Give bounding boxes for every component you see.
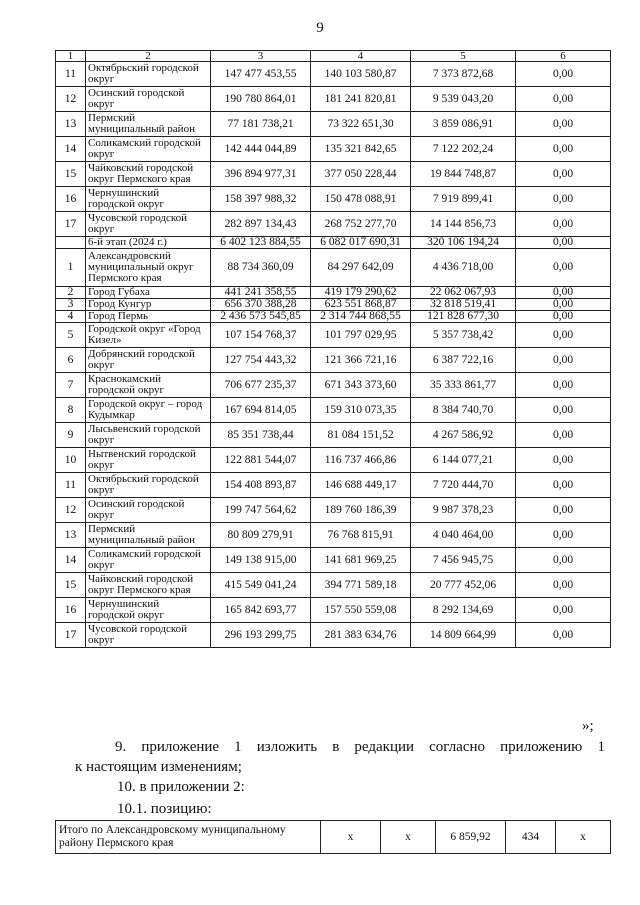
amount-cell: 0,00 xyxy=(516,423,611,448)
amount-cell: 8 384 740,70 xyxy=(411,398,516,423)
row-number-cell: 8 xyxy=(56,398,86,423)
table-row xyxy=(56,398,611,423)
table-row xyxy=(56,423,611,448)
amount-cell: 0,00 xyxy=(516,498,611,523)
row-number-cell: 14 xyxy=(56,548,86,573)
paragraph-9-line-1: 9. приложение 1 изложить в редакции согласно приложению 1 xyxy=(115,739,605,755)
table-row xyxy=(56,323,611,348)
municipality-name-cell: Нытвенский городской округ xyxy=(86,448,211,473)
header-cell: 6 xyxy=(516,51,611,62)
amount-cell: 4 040 464,00 xyxy=(411,523,516,548)
row-number-cell: 13 xyxy=(56,523,86,548)
municipality-name-cell: Соликамский городской округ xyxy=(86,548,211,573)
amount-cell: 281 383 634,76 xyxy=(311,623,411,648)
amount-cell: 0,00 xyxy=(516,523,611,548)
amount-cell: 0,00 xyxy=(516,112,611,137)
amount-cell: 154 408 893,87 xyxy=(211,473,311,498)
amount-cell: 5 357 738,42 xyxy=(411,323,516,348)
paragraph-10-1: 10.1. позицию: xyxy=(117,801,212,817)
amount-cell: 122 881 544,07 xyxy=(211,448,311,473)
table-row xyxy=(56,573,611,598)
amount-cell: 320 106 194,24 xyxy=(411,237,516,249)
header-cell: 1 xyxy=(56,51,86,62)
amount-cell: 150 478 088,91 xyxy=(311,187,411,212)
row-number-cell: 17 xyxy=(56,623,86,648)
municipality-name-cell: Городской округ – город Кудымкар xyxy=(86,398,211,423)
municipality-name-cell: Александровский муниципальный округ Пермского края xyxy=(86,249,211,287)
municipality-name-cell: Чусовской городской округ xyxy=(86,623,211,648)
municipality-name-cell: Краснокамский городской округ xyxy=(86,373,211,398)
row-number-cell: 2 xyxy=(56,287,86,299)
municipality-name-cell: Чусовской городской округ xyxy=(86,212,211,237)
position-row xyxy=(56,821,611,854)
amount-cell: 0,00 xyxy=(516,373,611,398)
amount-cell: 149 138 915,00 xyxy=(211,548,311,573)
amount-cell: 165 842 693,77 xyxy=(211,598,311,623)
row-number-cell: 5 xyxy=(56,323,86,348)
amount-cell: 0,00 xyxy=(516,573,611,598)
amount-cell: 0,00 xyxy=(516,187,611,212)
amount-cell: 140 103 580,87 xyxy=(311,62,411,87)
amount-cell: 167 694 814,05 xyxy=(211,398,311,423)
amount-cell: 0,00 xyxy=(516,623,611,648)
municipality-name-cell: Чайковский городской округ Пермского края xyxy=(86,573,211,598)
municipality-name-cell: Пермский муниципальный район xyxy=(86,523,211,548)
amount-cell: 73 322 651,30 xyxy=(311,112,411,137)
row-number-cell: 4 xyxy=(56,311,86,323)
municipality-name-cell: Соликамский городской округ xyxy=(86,137,211,162)
table-row xyxy=(56,62,611,87)
amount-cell: 35 333 861,77 xyxy=(411,373,516,398)
amount-cell: 2 314 744 868,55 xyxy=(311,311,411,323)
amount-cell: 6 144 077,21 xyxy=(411,448,516,473)
amount-cell: 623 551 868,87 xyxy=(311,299,411,311)
municipality-name-cell: Лысьвенский городской округ xyxy=(86,423,211,448)
amount-cell: 19 844 748,87 xyxy=(411,162,516,187)
amount-cell: 396 894 977,31 xyxy=(211,162,311,187)
table-header-row xyxy=(56,51,611,62)
amount-cell: 0,00 xyxy=(516,311,611,323)
amount-cell: 199 747 564,62 xyxy=(211,498,311,523)
amount-cell: 0,00 xyxy=(516,398,611,423)
position-cell: 6 859,92 xyxy=(436,821,506,854)
row-number-cell: 3 xyxy=(56,299,86,311)
amount-cell: 377 050 228,44 xyxy=(311,162,411,187)
amount-cell: 282 897 134,43 xyxy=(211,212,311,237)
amount-cell: 7 720 444,70 xyxy=(411,473,516,498)
amount-cell: 0,00 xyxy=(516,249,611,287)
amount-cell: 127 754 443,32 xyxy=(211,348,311,373)
amount-cell: 0,00 xyxy=(516,62,611,87)
amount-cell: 4 436 718,00 xyxy=(411,249,516,287)
amount-cell: 14 144 856,73 xyxy=(411,212,516,237)
row-number-cell: 11 xyxy=(56,62,86,87)
table-row xyxy=(56,162,611,187)
amount-cell: 159 310 073,35 xyxy=(311,398,411,423)
municipality-name-cell: Город Губаха xyxy=(86,287,211,299)
paragraph-9-line-2: к настоящим изменениям; xyxy=(75,759,242,775)
table-row xyxy=(56,523,611,548)
amount-cell: 0,00 xyxy=(516,448,611,473)
table-row xyxy=(56,373,611,398)
municipality-name-cell: Город Кунгур xyxy=(86,299,211,311)
row-number-cell: 13 xyxy=(56,112,86,137)
amount-cell: 0,00 xyxy=(516,323,611,348)
amount-cell: 656 370 388,28 xyxy=(211,299,311,311)
amount-cell: 0,00 xyxy=(516,548,611,573)
amount-cell: 0,00 xyxy=(516,348,611,373)
row-number-cell: 16 xyxy=(56,598,86,623)
row-number-cell: 10 xyxy=(56,448,86,473)
table-row xyxy=(56,237,611,249)
amount-cell: 0,00 xyxy=(516,87,611,112)
amount-cell: 135 321 842,65 xyxy=(311,137,411,162)
table-row xyxy=(56,498,611,523)
row-number-cell: 11 xyxy=(56,473,86,498)
amount-cell: 81 084 151,52 xyxy=(311,423,411,448)
amount-cell: 121 366 721,16 xyxy=(311,348,411,373)
row-number-cell: 12 xyxy=(56,498,86,523)
table-row xyxy=(56,87,611,112)
municipality-name-cell: 6-й этап (2024 г.) xyxy=(86,237,211,249)
municipality-name-cell: Чернушинский городской округ xyxy=(86,187,211,212)
amount-cell: 0,00 xyxy=(516,287,611,299)
position-cell: 434 xyxy=(506,821,556,854)
row-number-cell: 15 xyxy=(56,162,86,187)
amount-cell: 147 477 453,55 xyxy=(211,62,311,87)
row-number-cell: 6 xyxy=(56,348,86,373)
municipality-name-cell: Пермский муниципальный район xyxy=(86,112,211,137)
municipality-name-cell: Добрянский городской округ xyxy=(86,348,211,373)
amount-cell: 189 760 186,39 xyxy=(311,498,411,523)
paragraph-9 xyxy=(75,737,605,777)
table-row xyxy=(56,623,611,648)
row-number-cell: 17 xyxy=(56,212,86,237)
amount-cell: 7 373 872,68 xyxy=(411,62,516,87)
amount-cell: 107 154 768,37 xyxy=(211,323,311,348)
amount-cell: 121 828 677,30 xyxy=(411,311,516,323)
amount-cell: 0,00 xyxy=(516,473,611,498)
amount-cell: 22 062 067,93 xyxy=(411,287,516,299)
amount-cell: 0,00 xyxy=(516,598,611,623)
amount-cell: 4 267 586,92 xyxy=(411,423,516,448)
amount-cell: 0,00 xyxy=(516,162,611,187)
row-number-cell xyxy=(56,237,86,249)
amount-cell: 671 343 373,60 xyxy=(311,373,411,398)
municipality-name-cell: Октябрьский городской округ xyxy=(86,62,211,87)
amount-cell: 158 397 988,32 xyxy=(211,187,311,212)
amount-cell: 706 677 235,37 xyxy=(211,373,311,398)
position-cell: х xyxy=(381,821,436,854)
amount-cell: 7 919 899,41 xyxy=(411,187,516,212)
amount-cell: 101 797 029,95 xyxy=(311,323,411,348)
municipality-name-cell: Чайковский городской округ Пермского края xyxy=(86,162,211,187)
row-number-cell: 7 xyxy=(56,373,86,398)
municipality-name-cell: Осинский городской округ xyxy=(86,87,211,112)
amount-cell: 419 179 290,62 xyxy=(311,287,411,299)
amount-cell: 6 402 123 884,55 xyxy=(211,237,311,249)
position-cell: х xyxy=(321,821,381,854)
amount-cell: 142 444 044,89 xyxy=(211,137,311,162)
table-row xyxy=(56,287,611,299)
amount-cell: 0,00 xyxy=(516,212,611,237)
amount-cell: 441 241 358,55 xyxy=(211,287,311,299)
amount-cell: 84 297 642,09 xyxy=(311,249,411,287)
amount-cell: 2 436 573 545,85 xyxy=(211,311,311,323)
amount-cell: 7 456 945,75 xyxy=(411,548,516,573)
position-table xyxy=(55,820,611,854)
amount-cell: 20 777 452,06 xyxy=(411,573,516,598)
amount-cell: 6 082 017 690,31 xyxy=(311,237,411,249)
table-row xyxy=(56,448,611,473)
position-label: Итого по Александровскому муниципальному району Пермского края xyxy=(56,821,321,854)
row-number-cell: 9 xyxy=(56,423,86,448)
amount-cell: 76 768 815,91 xyxy=(311,523,411,548)
closing-quote: »; xyxy=(582,718,594,734)
amount-cell: 77 181 738,21 xyxy=(211,112,311,137)
amount-cell: 268 752 277,70 xyxy=(311,212,411,237)
municipality-name-cell: Октябрьский городской округ xyxy=(86,473,211,498)
table-row xyxy=(56,598,611,623)
amount-cell: 116 737 466,86 xyxy=(311,448,411,473)
table-row xyxy=(56,311,611,323)
municipality-name-cell: Чернушинский городской округ xyxy=(86,598,211,623)
amount-cell: 415 549 041,24 xyxy=(211,573,311,598)
amount-cell: 190 780 864,01 xyxy=(211,87,311,112)
table-row xyxy=(56,137,611,162)
row-number-cell: 14 xyxy=(56,137,86,162)
amount-cell: 6 387 722,16 xyxy=(411,348,516,373)
row-number-cell: 15 xyxy=(56,573,86,598)
amount-cell: 0,00 xyxy=(516,299,611,311)
amount-cell: 14 809 664,99 xyxy=(411,623,516,648)
table-row xyxy=(56,473,611,498)
amount-cell: 141 681 969,25 xyxy=(311,548,411,573)
header-cell: 2 xyxy=(86,51,211,62)
table-row xyxy=(56,112,611,137)
row-number-cell: 1 xyxy=(56,249,86,287)
amount-cell: 181 241 820,81 xyxy=(311,87,411,112)
table-row xyxy=(56,548,611,573)
amount-cell: 296 193 299,75 xyxy=(211,623,311,648)
municipality-name-cell: Городской округ «Город Кизел» xyxy=(86,323,211,348)
budget-table xyxy=(55,50,611,648)
row-number-cell: 16 xyxy=(56,187,86,212)
amount-cell: 8 292 134,69 xyxy=(411,598,516,623)
amount-cell: 0,00 xyxy=(516,237,611,249)
table-row xyxy=(56,348,611,373)
position-cell: х xyxy=(556,821,611,854)
header-cell: 5 xyxy=(411,51,516,62)
paragraph-10: 10. в приложении 2: xyxy=(117,779,245,795)
table-row xyxy=(56,249,611,287)
amount-cell: 9 539 043,20 xyxy=(411,87,516,112)
table-row xyxy=(56,187,611,212)
amount-cell: 157 550 559,08 xyxy=(311,598,411,623)
municipality-name-cell: Осинский городской округ xyxy=(86,498,211,523)
amount-cell: 32 818 519,41 xyxy=(411,299,516,311)
amount-cell: 85 351 738,44 xyxy=(211,423,311,448)
municipality-name-cell: Город Пермь xyxy=(86,311,211,323)
amount-cell: 0,00 xyxy=(516,137,611,162)
page-number: 9 xyxy=(316,20,324,36)
header-cell: 3 xyxy=(211,51,311,62)
amount-cell: 80 809 279,91 xyxy=(211,523,311,548)
header-cell: 4 xyxy=(311,51,411,62)
amount-cell: 7 122 202,24 xyxy=(411,137,516,162)
amount-cell: 9 987 378,23 xyxy=(411,498,516,523)
row-number-cell: 12 xyxy=(56,87,86,112)
amount-cell: 394 771 589,18 xyxy=(311,573,411,598)
amount-cell: 146 688 449,17 xyxy=(311,473,411,498)
table-row xyxy=(56,299,611,311)
amount-cell: 88 734 360,09 xyxy=(211,249,311,287)
table-row xyxy=(56,212,611,237)
amount-cell: 3 859 086,91 xyxy=(411,112,516,137)
